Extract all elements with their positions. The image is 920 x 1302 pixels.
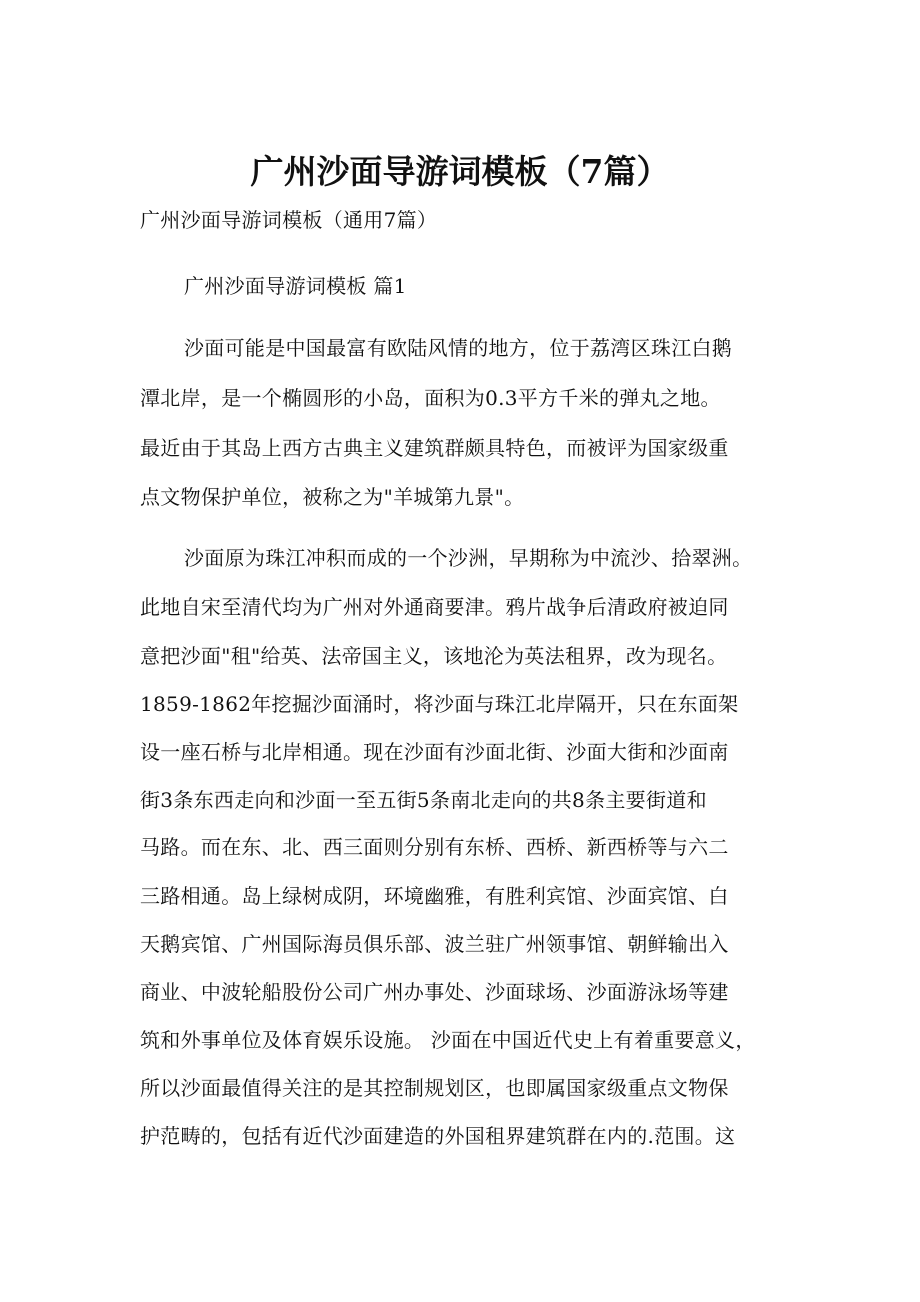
paragraph-2-line: 设一座石桥与北岸相通。现在沙面有沙面北街、沙面大街和沙面南 bbox=[140, 740, 729, 764]
paragraph-2-line: 1859-1862年挖掘沙面涌时，将沙面与珠江北岸隔开，只在东面架 bbox=[140, 692, 739, 716]
paragraph-1-line: 点文物保护单位，被称之为"羊城第九景"。 bbox=[140, 485, 525, 509]
paragraph-2-line: 三路相通。岛上绿树成阴，环境幽雅，有胜利宾馆、沙面宾馆、白 bbox=[140, 884, 729, 908]
paragraph-2-line: 意把沙面"租"给英、法帝国主义，该地沦为英法租界，改为现名。 bbox=[140, 644, 728, 668]
paragraph-2-line: 天鹅宾馆、广州国际海员俱乐部、波兰驻广州领事馆、朝鲜输出入 bbox=[140, 932, 729, 956]
paragraph-2-line: 所以沙面最值得关注的是其控制规划区，也即属国家级重点文物保 bbox=[140, 1076, 729, 1100]
section-heading: 广州沙面导游词模板 篇1 bbox=[184, 274, 407, 298]
paragraph-2-line: 马路。而在东、北、西三面则分别有东桥、西桥、新西桥等与六二 bbox=[140, 835, 729, 859]
document-title: 广州沙面导游词模板（7篇） bbox=[250, 152, 670, 191]
paragraph-2-line: 商业、中波轮船股份公司广州办事处、沙面球场、沙面游泳场等建 bbox=[140, 980, 729, 1004]
paragraph-2-line: 街3条东西走向和沙面一至五街5条南北走向的共8条主要街道和 bbox=[140, 788, 707, 812]
paragraph-1-line: 沙面可能是中国最富有欧陆风情的地方，位于荔湾区珠江白鹅 bbox=[184, 336, 733, 360]
paragraph-1-line: 最近由于其岛上西方古典主义建筑群颇具特色，而被评为国家级重 bbox=[140, 436, 729, 460]
paragraph-2-line: 筑和外事单位及体育娱乐设施。 沙面在中国近代史上有着重要意义， bbox=[140, 1028, 756, 1052]
document-subtitle: 广州沙面导游词模板（通用7篇） bbox=[140, 208, 438, 232]
paragraph-2-line: 沙面原为珠江冲积而成的一个沙洲，早期称为中流沙、拾翠洲。 bbox=[184, 546, 753, 570]
paragraph-2-line: 此地自宋至清代均为广州对外通商要津。鸦片战争后清政府被迫同 bbox=[140, 595, 729, 619]
paragraph-1-line: 潭北岸，是一个椭圆形的小岛，面积为0.3平方千米的弹丸之地。 bbox=[140, 386, 721, 410]
paragraph-2-line: 护范畴的，包括有近代沙面建造的外国租界建筑群在内的.范围。这 bbox=[140, 1124, 736, 1148]
